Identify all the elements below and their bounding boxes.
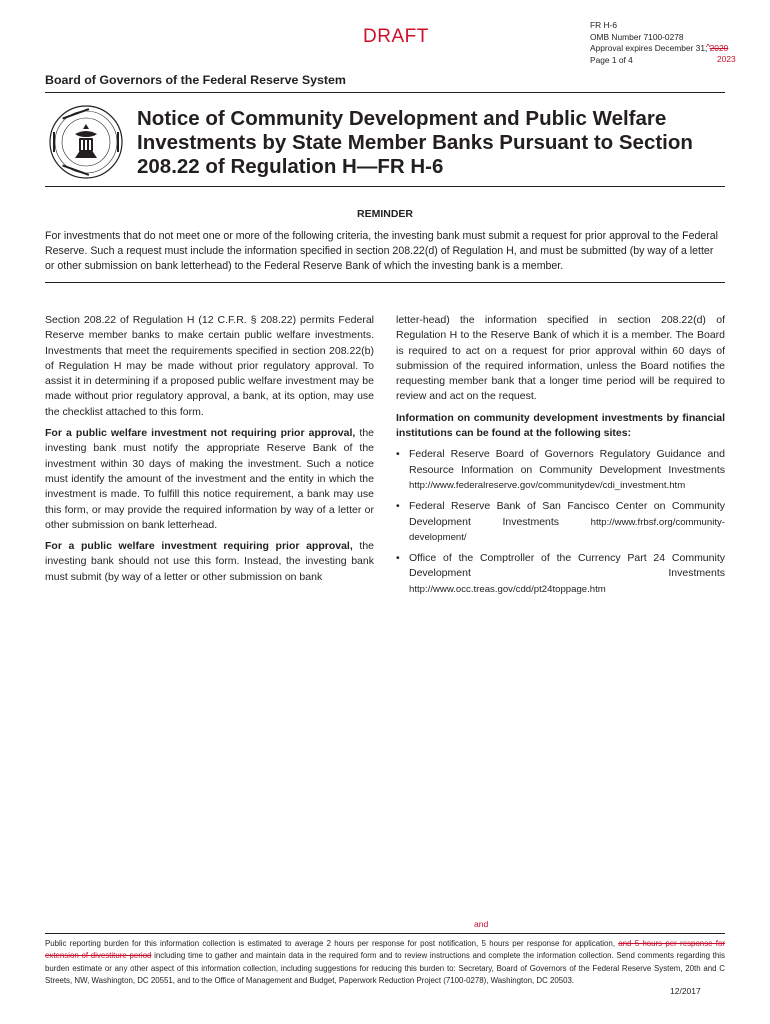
federal-reserve-seal-icon — [48, 104, 124, 180]
site-description: Federal Reserve Bank of San Fancisco Center on Community Development Investments — [409, 500, 725, 528]
page-number: Page 1 of 4 — [590, 54, 633, 65]
form-date: 12/2017 — [670, 986, 701, 996]
header-divider — [45, 92, 725, 93]
approval-paragraph — [45, 539, 374, 585]
burden-text-c: including time to gather and maintain data in the required form and to review instructions and complete the information collection. Send comments regarding this burden estimate or any other aspect of this information collection, including suggestions for reducing this burden to: Secretary, Board of Governors of the Federal Reserve System, 20th and C Streets, NW, Washington, DC 20551, and to the Office of Management and Budget, Paperwork Reduction Project (7100-0278), Washington, DC 20503. — [45, 951, 725, 985]
site-link[interactable]: http://www.occ.treas.gov/cdd/pt24toppage.htm — [409, 583, 606, 595]
reminder-heading: REMINDER — [356, 208, 413, 220]
right-column — [396, 313, 725, 603]
draft-watermark: DRAFT — [363, 26, 429, 47]
site-description: Office of the Comptroller of the Currency Part 24 Community Development Investments — [409, 552, 725, 580]
list-item — [396, 551, 725, 597]
reminder-divider — [45, 282, 725, 283]
site-description: Federal Reserve Board of Governors Regulatory Guidance and Resource Information on Community Development Investments — [409, 448, 725, 476]
no-approval-paragraph — [45, 426, 374, 533]
footer-divider — [45, 933, 725, 934]
approval-heading: For a public welfare investment requiring prior approval, — [45, 540, 353, 553]
info-heading: Information on community development investments by financial institutions can be found at the following sites: — [396, 411, 725, 440]
burden-text-b: 5 hours per response for application, — [478, 939, 619, 948]
left-column — [45, 313, 374, 591]
intro-paragraph: Section 208.22 of Regulation H (12 C.F.R. § 208.22) permits Federal Reserve member banks to make certain public welfare investments. Investments that meet the requirements specified in section 208.22(b) of Regulation H may be made without prior regulatory approval. To assist it in determining if a proposed public welfare investment may be made without prior regulatory approval, a bank, at its option, may use the checklist attached to this form. — [45, 314, 374, 418]
form-title: Notice of Community Development and Public Welfare Investments by State Member Banks Pursuant to Section 208.22 of Regulation H—FR H-6 — [137, 107, 693, 178]
approval-year-new: 2023 — [717, 54, 736, 64]
approval-text: the investing bank should not use this form. Instead, the investing bank must submit (by way of a letter or other submission on bank — [45, 540, 375, 583]
insert-caret: ^ — [706, 42, 711, 52]
reminder-text: For investments that do not meet one or more of the following criteria, the investing bank must submit a request for prior approval to the Federal Reserve. Such a request must include the information specified in section 208.22(d) of Regulation H, and must be submitted (by way of a letter or other submission on bank letterhead) to the Federal Reserve Bank of which the investing bank is a member. — [45, 230, 719, 272]
approval-year-old: 2020 — [709, 43, 729, 53]
no-approval-text: the investing bank must notify the appropriate Reserve Bank of the investment within 30 days of making the investment. Such a notice must identify the amount of the investment and the entity in which the investment is made. To fulfill this notice requirement, a bank may use this form, or may provide the required information by way of a letter or other submission on bank letterhead. — [45, 427, 374, 531]
list-item — [396, 499, 725, 545]
site-link[interactable]: http://www.federalreserve.gov/communitydev/cdi_investment.htm — [409, 479, 686, 491]
no-approval-heading: For a public welfare investment not requiring prior approval, — [45, 427, 356, 440]
burden-struck-text: and 5 hours per response for extension of divestiture period — [45, 939, 726, 961]
agency-name: Board of Governors of the Federal Reserve System — [45, 73, 346, 87]
inserted-word: and — [474, 919, 489, 929]
burden-text-a: Public reporting burden for this information collection is estimated to average 2 hours per response for post notification, — [45, 939, 479, 948]
burden-statement — [45, 938, 725, 987]
letterhead-paragraph: letter-head) the information specified in section 208.22(d) of Regulation H to the Reserve Bank of which it is a member. The Board is required to act on a request for prior approval within 60 days of submission of the required information, unless the Board notifies the requesting member bank that a longer time period will be required to review and act on the request. — [396, 314, 725, 403]
title-divider — [45, 186, 725, 187]
sites-list — [396, 447, 725, 597]
approval-prefix: Approval expires December 31, — [590, 43, 708, 53]
form-number: FR H-6 — [590, 20, 617, 30]
site-link[interactable]: http://www.frbsf.org/community-development/ — [409, 516, 725, 543]
list-item — [396, 447, 725, 493]
omb-number: OMB Number 7100-0278 — [590, 31, 684, 42]
